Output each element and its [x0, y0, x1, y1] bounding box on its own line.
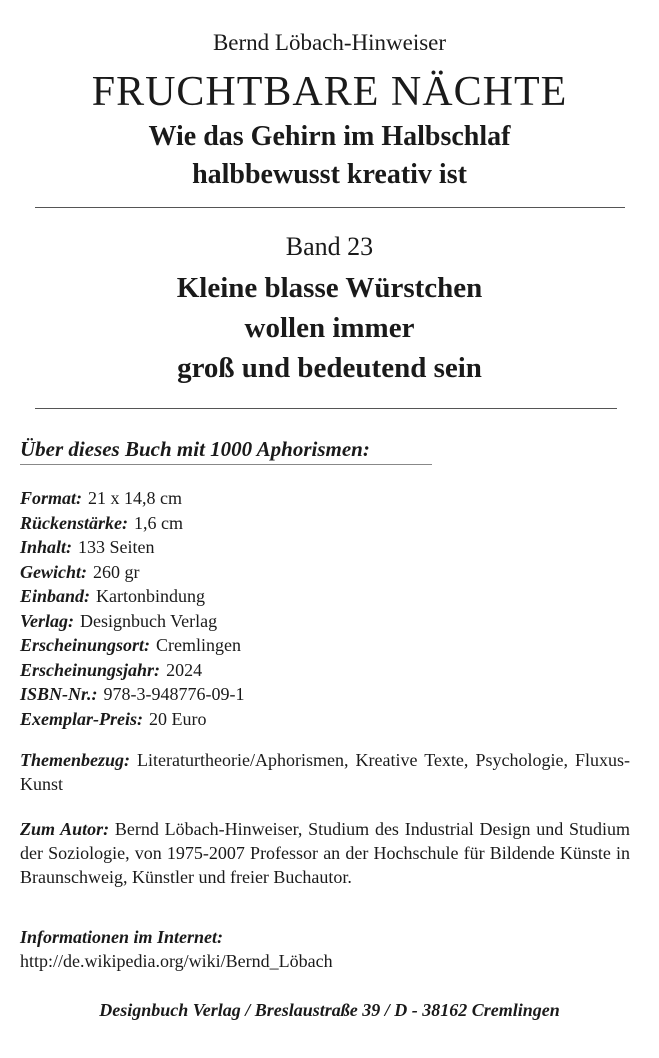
divider-middle	[35, 408, 617, 409]
spec-list	[20, 486, 245, 731]
volume-title-line-1: Kleine blasse Würstchen	[176, 272, 483, 304]
about-author-section	[20, 817, 630, 889]
subtitle-line-2: halbbewusst kreativ ist	[192, 159, 467, 190]
publisher-address: Designbuch Verlag / Breslaustraße 39 / D - 38162 Cremlingen	[99, 1000, 560, 1020]
subtitle-line-1: Wie das Gehirn im Halbschlaf	[148, 121, 511, 152]
divider-top	[35, 207, 625, 208]
spec-label: Erscheinungsjahr:	[20, 659, 161, 680]
spec-row	[20, 486, 245, 511]
internet-section	[20, 925, 630, 973]
spec-row	[20, 584, 245, 609]
spec-value: 21 x 14,8 cm	[88, 488, 183, 508]
spec-row	[20, 707, 245, 732]
spec-value: 2024	[166, 659, 203, 680]
spec-row	[20, 535, 245, 560]
spec-row	[20, 609, 245, 634]
spec-value: 1,6 cm	[134, 512, 183, 533]
spec-value: 20 Euro	[149, 708, 207, 729]
topics-section	[20, 748, 630, 796]
spec-label: Erscheinungsort:	[20, 635, 151, 655]
spec-label: Format:	[20, 488, 83, 508]
volume-number: Band 23	[285, 232, 374, 261]
author-name: Bernd Löbach-Hinweiser	[212, 30, 447, 55]
spec-label: Exemplar-Preis:	[20, 708, 143, 729]
spec-label: ISBN-Nr.:	[20, 684, 98, 704]
spec-value: 260 gr	[93, 561, 140, 582]
about-heading: Über dieses Buch mit 1000 Aphorismen:	[20, 437, 370, 461]
spec-value: 978-3-948776-09-1	[103, 684, 245, 704]
spec-label: Einband:	[20, 586, 91, 606]
spec-value: Cremlingen	[156, 635, 242, 655]
about-author-label: Zum Autor:	[20, 819, 110, 839]
spec-label: Gewicht:	[20, 561, 87, 582]
about-heading-underline	[20, 464, 432, 465]
book-subtitle	[0, 118, 659, 194]
spec-row	[20, 511, 245, 536]
spec-label: Rückenstärke:	[20, 512, 128, 533]
spec-row	[20, 658, 245, 683]
topics-label: Themenbezug:	[20, 750, 130, 770]
topics-value: Literaturtheorie/Aphorismen, Kreative Texte, Psychologie, Fluxus-Kunst	[20, 750, 631, 794]
internet-label: Informationen im Internet:	[20, 927, 224, 947]
volume-title-line-2: wollen immer	[244, 312, 415, 344]
spec-value: Kartonbindung	[96, 586, 206, 606]
internet-url[interactable]: http://de.wikipedia.org/wiki/Bernd_Löbach	[20, 951, 333, 971]
volume-title-line-3: groß und bedeutend sein	[177, 352, 482, 384]
about-author-text: Bernd Löbach-Hinweiser, Studium des Industrial Design und Studium der Soziologie, von 1975-2007 Professor an der Hochschule für Bildende Künste in Braunschweig, Künstler und freier Buchautor.	[20, 819, 631, 887]
spec-row	[20, 633, 245, 658]
spec-row	[20, 560, 245, 585]
spec-value: 133 Seiten	[78, 537, 155, 557]
spec-row	[20, 682, 245, 707]
book-title: FRUCHTBARE NÄCHTE	[91, 69, 568, 115]
spec-label: Inhalt:	[20, 537, 73, 557]
spec-label: Verlag:	[20, 610, 74, 631]
spec-value: Designbuch Verlag	[80, 610, 218, 631]
volume-title	[0, 268, 659, 388]
